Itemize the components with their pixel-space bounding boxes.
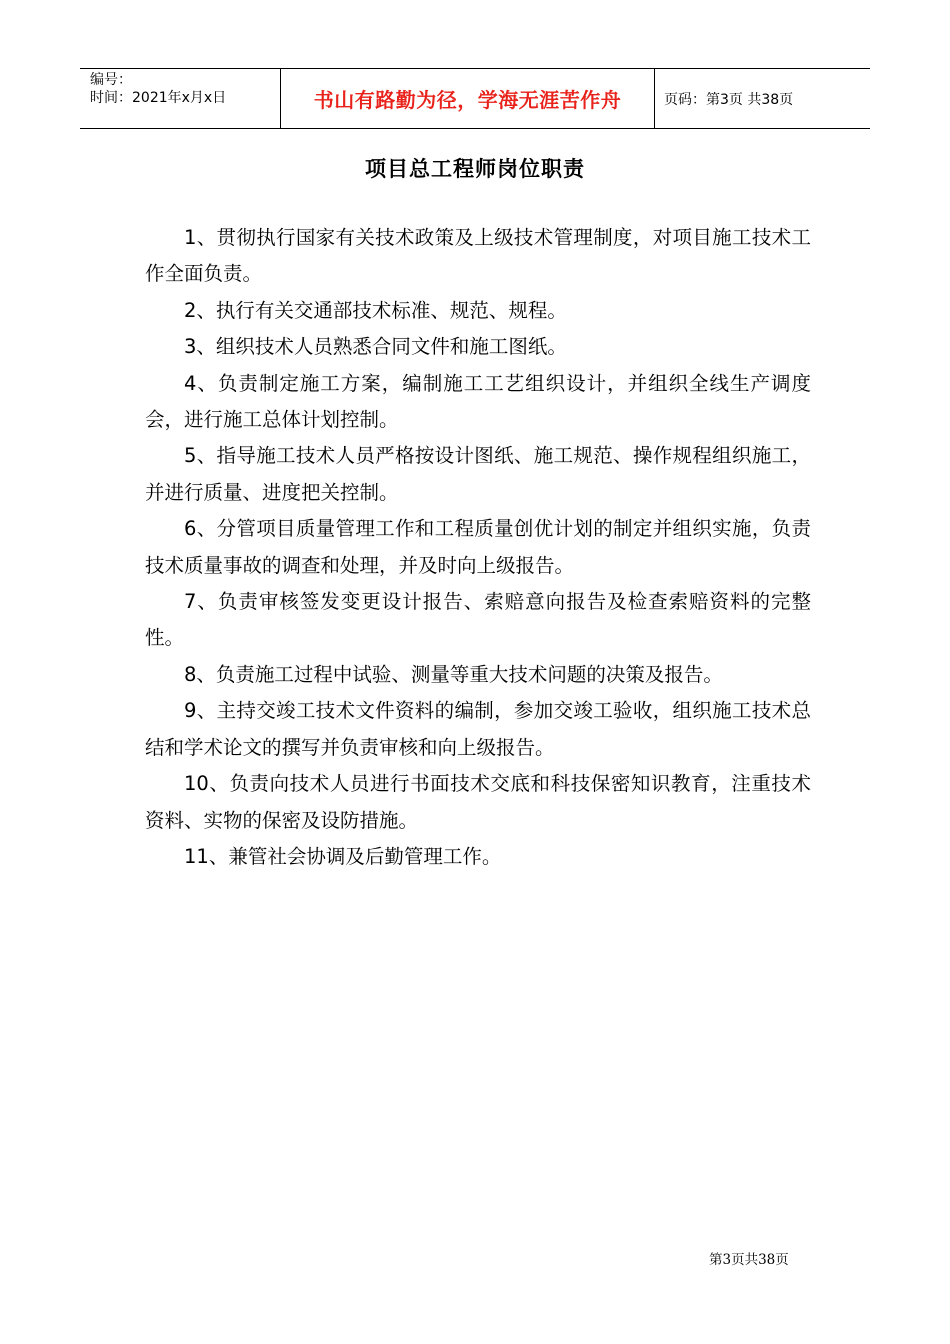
paragraph: 6、分管项目质量管理工作和工程质量创优计划的制定并组织实施，负责技术质量事故的调查和处理，并及时向上级报告。 [145,517,811,577]
paragraph: 3、组织技术人员熟悉合同文件和施工图纸。 [184,335,567,359]
paragraph: 11、兼管社会协调及后勤管理工作。 [184,844,502,868]
time-label: 时间：2021年x月x日 [90,90,227,106]
paragraph: 8、负责施工过程中试验、测量等重大技术问题的决策及报告。 [184,662,723,686]
header-page-info: 页码：第3页 共38页 [664,91,794,108]
paragraph: 5、指导施工技术人员严格按设计图纸、施工规范、操作规程组织施工，并进行质量、进度把关控制。 [145,444,811,504]
header-motto-cell [281,69,655,128]
document-body [145,220,811,875]
paragraph: 1、贯彻执行国家有关技术政策及上级技术管理制度，对项目施工技术工作全面负责。 [145,226,811,286]
footer-page-number: 第3页共38页 [709,1252,789,1268]
header-page-cell [655,69,870,128]
paragraph: 2、执行有关交通部技术标准、规范、规程。 [184,298,567,322]
paragraph: 9、主持交竣工技术文件资料的编制，参加交竣工验收，组织施工技术总结和学术论文的撰写并负责审核和向上级报告。 [145,699,811,759]
document-title: 项目总工程师岗位职责 [365,157,585,181]
header-meta-cell [80,69,281,128]
paragraph: 4、负责制定施工方案，编制施工工艺组织设计，并组织全线生产调度会，进行施工总体计划控制。 [145,371,811,432]
header-table [80,68,870,129]
paragraph: 7、负责审核签发变更设计报告、索赔意向报告及检查索赔资料的完整性。 [145,590,811,650]
paragraph: 10、负责向技术人员进行书面技术交底和科技保密知识教育，注重技术资料、实物的保密及设防措施。 [145,772,811,832]
motto-text: 书山有路勤为径，学海无涯苦作舟 [313,88,622,112]
number-label: 编号： [90,72,132,88]
